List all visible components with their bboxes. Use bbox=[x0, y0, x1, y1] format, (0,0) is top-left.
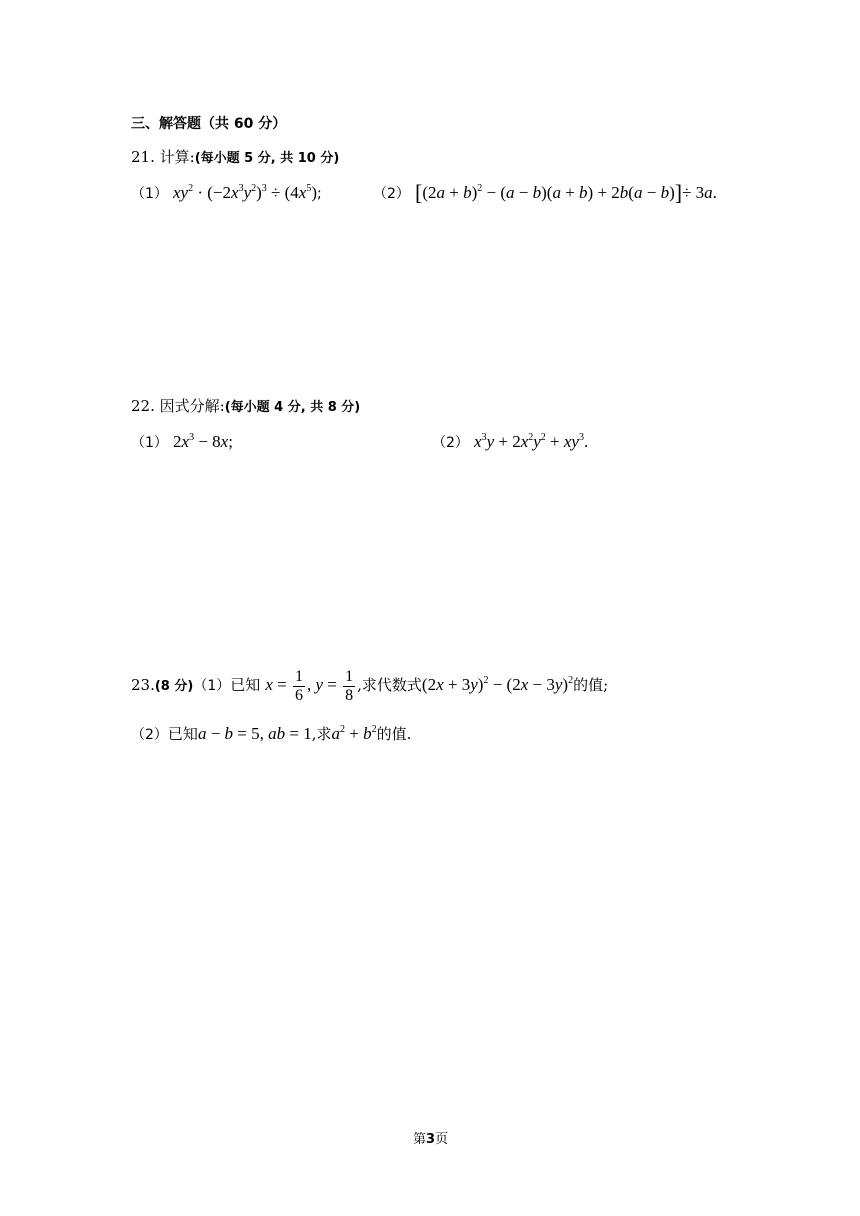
section-title: 三、解答题（共 60 分） bbox=[131, 116, 287, 132]
part-tag: （2） bbox=[432, 435, 469, 451]
question-21-heading bbox=[131, 146, 339, 167]
part-end: . bbox=[712, 183, 717, 202]
part-end: ; bbox=[228, 432, 233, 451]
given-values: a − b = 5, ab = 1 bbox=[197, 724, 312, 743]
part-tag: （1） bbox=[131, 186, 168, 202]
fraction-one-eighth: $\frac{1}{8}$ bbox=[345, 668, 354, 704]
math-expression: $(2x + 3y)^2 - (2x - 3y)^2$ bbox=[421, 675, 574, 694]
known-label: 已知 bbox=[230, 676, 261, 694]
known-label: 已知 bbox=[167, 725, 198, 743]
ask-label: ,求 bbox=[311, 725, 332, 743]
question-23-part-1 bbox=[131, 668, 608, 704]
question-22-part-1 bbox=[131, 432, 233, 452]
part-tag: （2） bbox=[131, 727, 168, 743]
page-footer bbox=[413, 1128, 448, 1147]
question-label: 因式分解: bbox=[159, 397, 225, 415]
question-22-part-2 bbox=[432, 432, 588, 452]
math-expression: $[(2a + b)^2 - (a - b)(a + b) + 2b(a - b)]\div 3a$ bbox=[415, 180, 713, 205]
footer-prefix: 第 bbox=[413, 1132, 427, 1147]
page-number: 3 bbox=[426, 1132, 436, 1147]
given-values: x = $\frac{1}{6}$ , y = $\frac{1}{8}$ bbox=[265, 668, 354, 704]
math-expression: $2x^3 - 8x$ bbox=[173, 432, 229, 451]
question-number: 23. bbox=[131, 676, 155, 694]
math-expression: $x^3y + 2x^2y^2 + xy^3$ bbox=[474, 432, 584, 451]
part-tag: （1） bbox=[131, 435, 168, 451]
question-21-part-2 bbox=[373, 180, 717, 205]
part-end: ; bbox=[317, 186, 322, 202]
question-points: (8 分) bbox=[154, 679, 194, 694]
value-label: 的值; bbox=[573, 676, 609, 694]
part-tag: （1） bbox=[193, 678, 231, 694]
question-23-part-2 bbox=[131, 723, 411, 744]
ask-label: ,求代数式 bbox=[357, 676, 422, 694]
question-number: 21. bbox=[131, 148, 155, 166]
question-points: (每小题 5 分, 共 10 分) bbox=[194, 151, 340, 166]
math-expression: $a^2 + b^2$ bbox=[331, 724, 377, 743]
question-22-heading bbox=[131, 395, 360, 416]
value-label: 的值. bbox=[376, 725, 412, 743]
footer-suffix: 页 bbox=[435, 1132, 449, 1147]
question-label: 计算: bbox=[159, 148, 195, 166]
question-points: (每小题 4 分, 共 8 分) bbox=[224, 400, 361, 415]
part-tag: （2） bbox=[373, 186, 410, 202]
fraction-one-sixth: $\frac{1}{6}$ bbox=[295, 668, 303, 704]
question-number: 22. bbox=[131, 397, 155, 415]
part-end: . bbox=[583, 432, 589, 451]
question-21-part-1 bbox=[131, 183, 322, 203]
math-expression: $xy^2 \cdot (-2x^3y^2)^3 \div (4x^5)$ bbox=[173, 183, 318, 202]
